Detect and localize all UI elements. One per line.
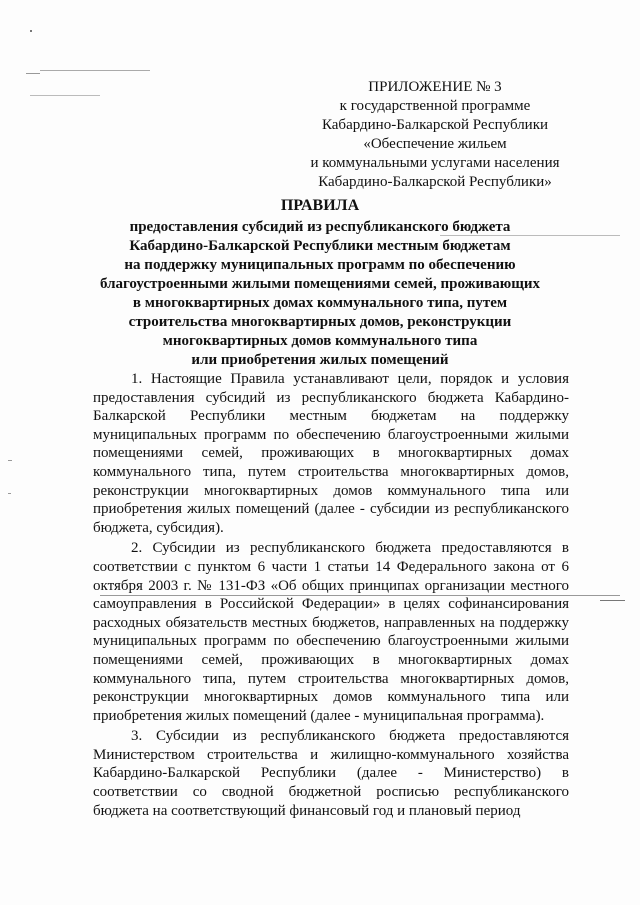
document-title [80,196,560,370]
scan-artifact [26,73,40,74]
scan-artifact [8,460,12,461]
title-line: Кабардино-Балкарской Республики местным бюджетам [129,238,511,254]
scan-artifact [8,493,11,494]
title-main: ПРАВИЛА [280,197,360,214]
appendix-header [300,78,570,192]
document-body [93,370,569,822]
paragraph-1: 1. Настоящие Правила устанавливают цели, порядок и условия предоставления субсидий из республиканского бюджета Кабардино-Балкарской Республики местным бюджетам на поддержку муниципальных программ по обеспечению благоустроенными жилыми помещениями семей, проживающих в многоквартирных домах коммунального типа, путем строительства многоквартирных домов, реконструкции многоквартирных домов коммунального типа или приобретения жилых помещений (далее - субсидии из республиканского бюджета, субсидия). [93,371,569,536]
paragraph-2: 2. Субсидии из республиканского бюджета предоставляются в соответствии с пунктом 6 части 1 статьи 14 Федерального закона от 6 октября 2003 г. № 131-ФЗ «Об общих принципах организации местного самоуправления в Российской Федерации» в целях софинансирования расходных обязательств местных бюджетов, направленных на поддержку муниципальных программ по обеспечению благоустроенными жилыми помещениями семей, проживающих в многоквартирных домах коммунального типа, путем строительства многоквартирных домов, реконструкции многоквартирных домов коммунального типа или приобретения жилых помещений (далее - муниципальная программа). [93,540,569,724]
title-line: в многоквартирных домах коммунального типа, путем [132,295,508,311]
scan-artifact [30,30,32,32]
title-line: строительства многоквартирных домов, реконструкции [128,314,512,330]
title-line: многоквартирных домов коммунального типа [162,333,478,349]
scan-artifact [600,600,625,601]
title-line: благоустроенными жилыми помещениями семей, проживающих [99,276,541,292]
title-line: на поддержку муниципальных программ по обеспечению [124,257,516,273]
scan-artifact [40,70,150,71]
appendix-line: и коммунальными услугами населения [310,155,560,171]
scan-artifact [30,95,100,96]
appendix-line: Кабардино-Балкарской Республики» [318,174,552,190]
title-line: или приобретения жилых помещений [191,352,449,368]
appendix-line: к государственной программе [339,98,531,114]
paragraph-3: 3. Субсидии из республиканского бюджета предоставляются Министерством строительства и жилищно-коммунального хозяйства Кабардино-Балкарской Республики (далее - Министерство) в соответствии со сводной бюджетной росписью республиканского бюджета на соответствующий финансовый год и плановый период [93,728,569,819]
title-line: предоставления субсидий из республиканского бюджета [129,219,511,235]
appendix-line: «Обеспечение жильем [363,136,507,152]
appendix-number: ПРИЛОЖЕНИЕ № 3 [368,79,502,95]
appendix-line: Кабардино-Балкарской Республики [321,117,549,133]
